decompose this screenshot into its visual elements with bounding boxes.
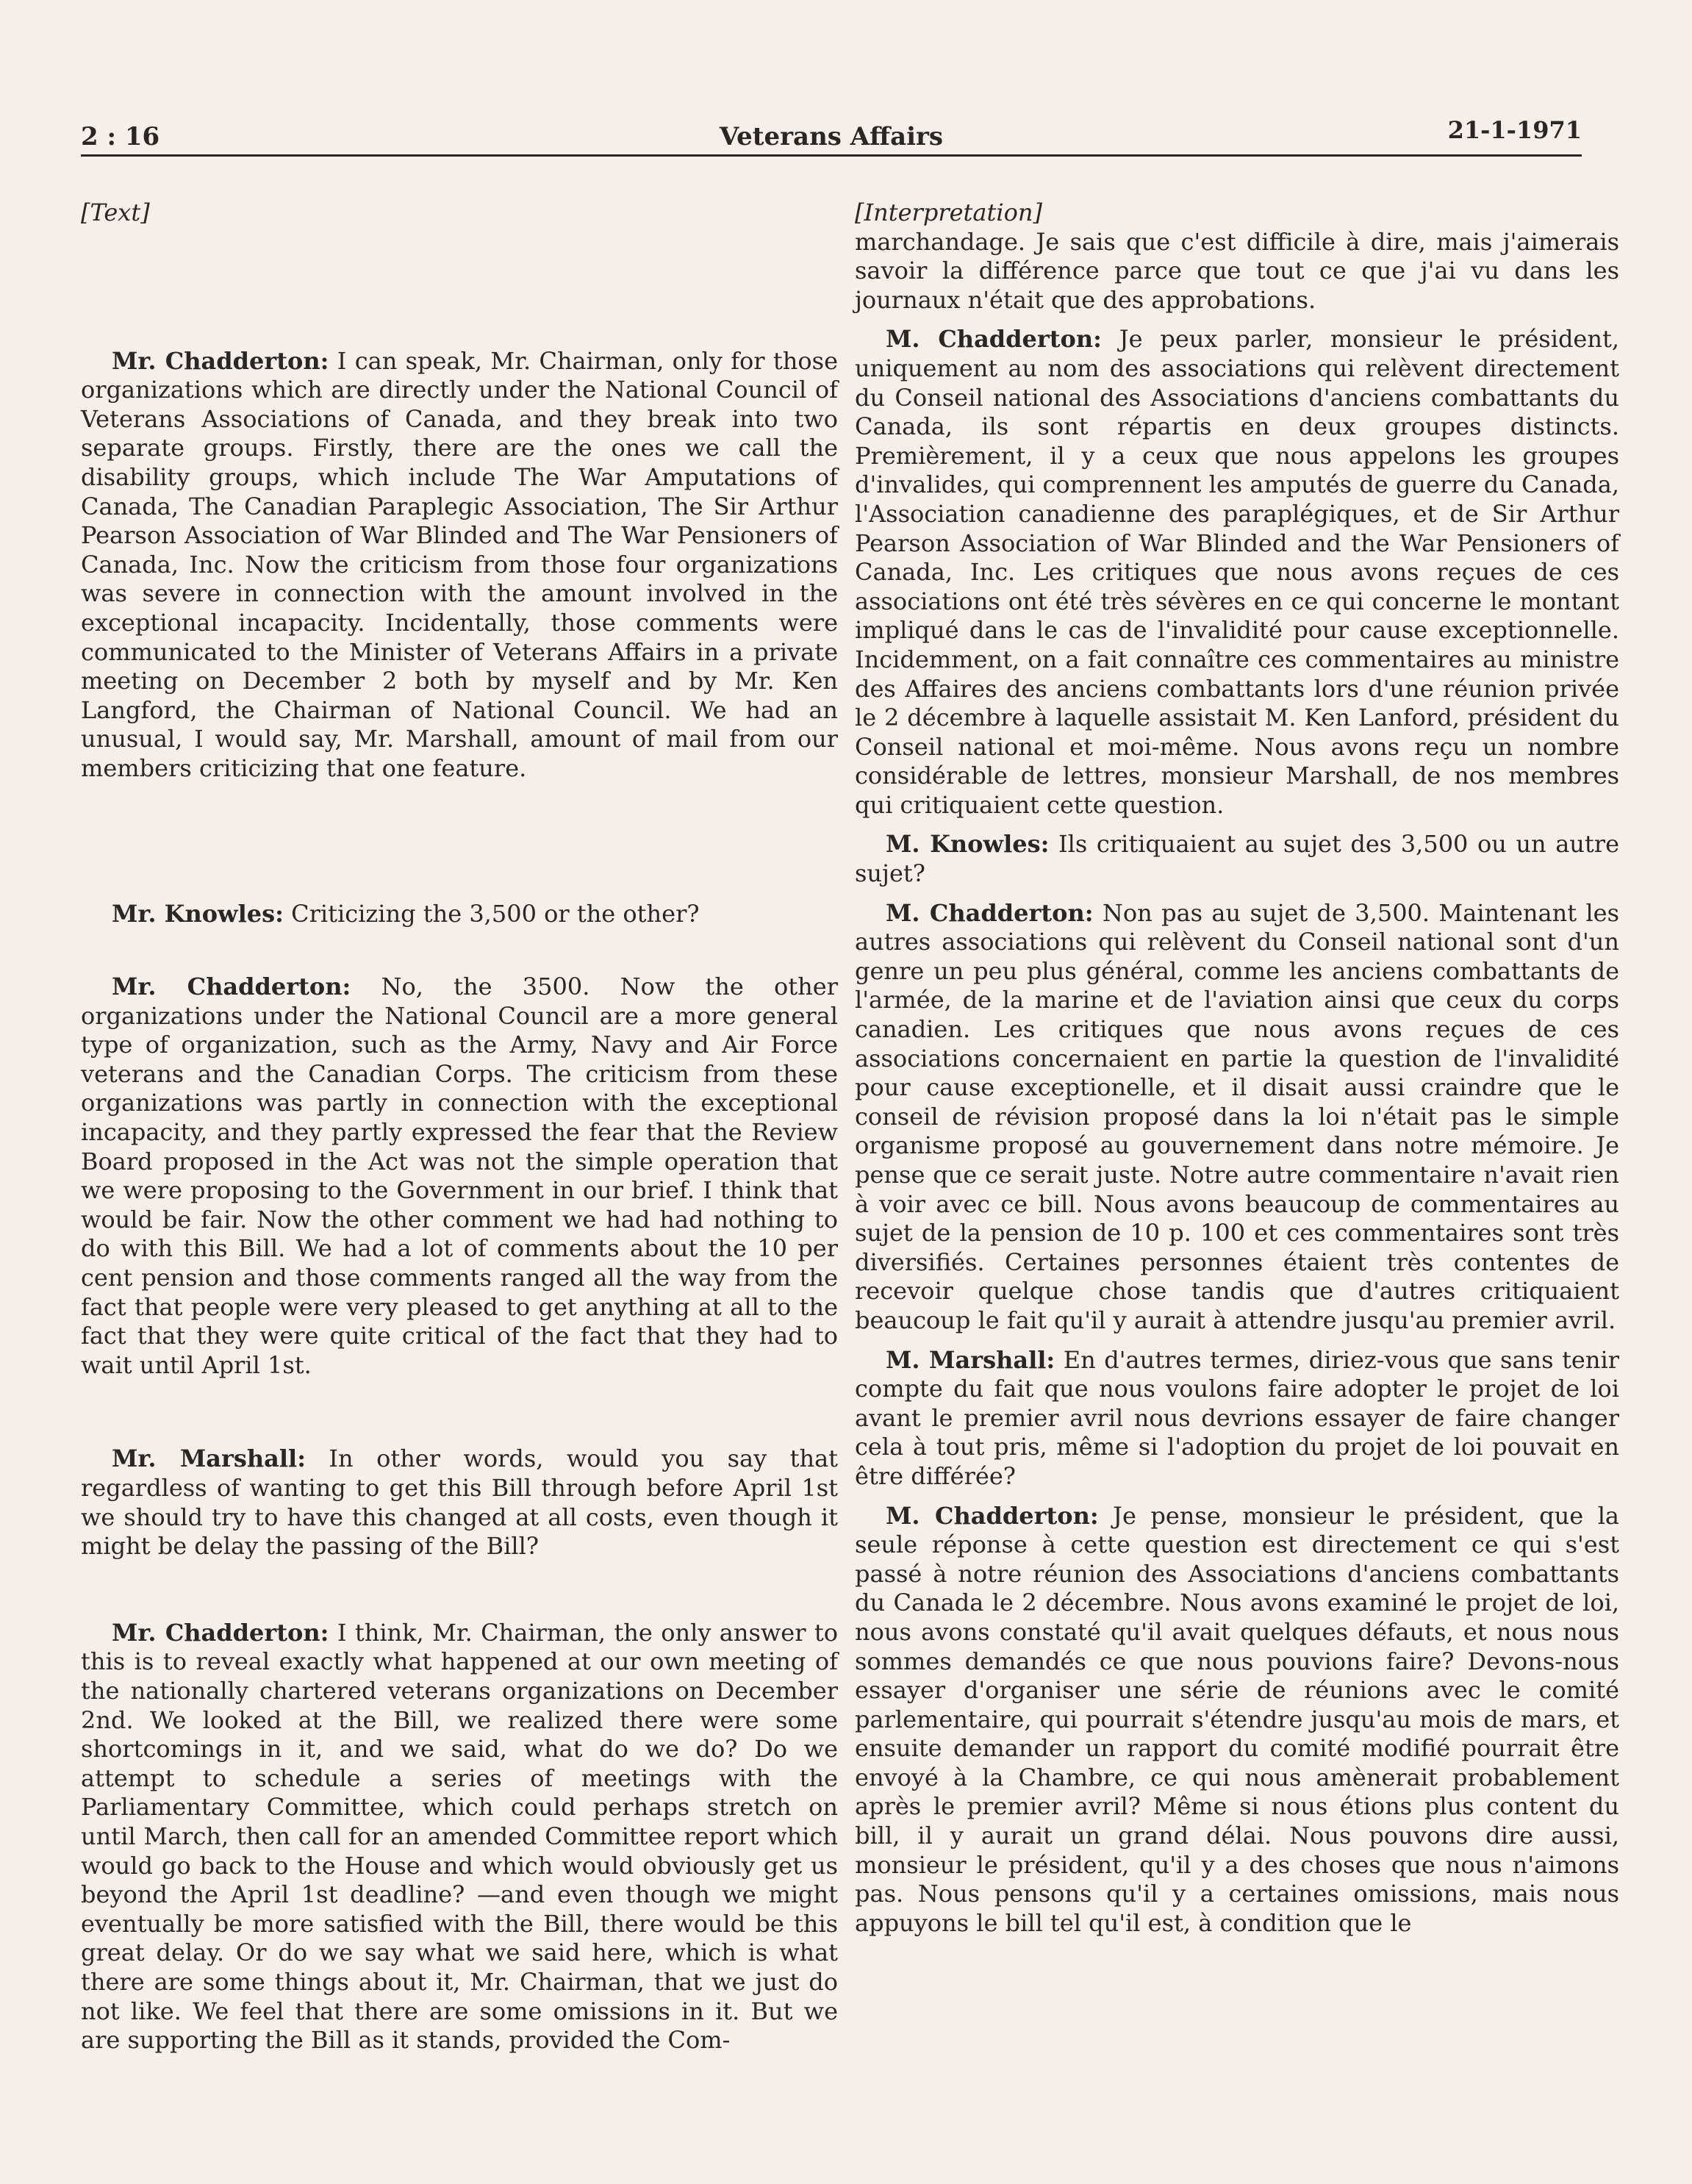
speaker-name: M. Marshall: xyxy=(886,1345,1055,1374)
paragraph-knowles-1-fr xyxy=(855,830,1619,888)
page-number: 2 : 16 xyxy=(81,122,160,151)
speech-text: Je peux parler, monsieur le président, uniquement au nom des associations qui relèvent directement du Conseil national des Associations d'anciens combattants du Canada, ils sont répartis en deux groupes distincts. Premièrement, il y a ceux que nous appelons les groupes d'invalides, qui comprennent les amputés de guerre du Canada, l'Association canadienne des paraplégiques, et de Sir Arthur Pearson Association of War Blinded and the War Pensioners of Canada, Inc. Les critiques que nous avons reçues de ces associations ont été très sévères en ce qui concerne le montant impliqué dans le cas de l'invalidité pour cause exceptionnelle. Incidemment, on a fait connaître ces commentaires au ministre des Affaires des anciens combattants lors d'une réunion privée le 2 décembre à laquelle assistait M. Ken Lanford, président du Conseil national et moi-même. Nous avons reçu un nombre considérable de lettres, monsieur Marshall, de nos membres qui critiquaient cette question. xyxy=(855,325,1620,819)
speaker-name: Mr. Marshall: xyxy=(112,1444,307,1473)
paragraph-knowles-1 xyxy=(81,900,838,929)
speech-text: In other words, would you say that regardless of wanting to get this Bill through before April 1st we should try to have this changed at all costs, even though it might be delay the passing of the Bill? xyxy=(81,1444,839,1561)
speaker-name: M. Knowles: xyxy=(886,830,1050,859)
speech-text: I think, Mr. Chairman, the only answer to this is to reveal exactly what happened at our own meeting of the nationally chartered veterans organizations on December 2nd. We looked at the Bill, we realized there were some shortcomings in it, and we said, what do we do? Do we attempt to schedule a series of meetings with the Parliamentary Committee, which could perhaps stretch on until March, then call for an amended Committee report which would go back to the House and which would obviously get us beyond the April 1st deadline? —and even though we might eventually be more satisfied with the Bill, there would be this great delay. Or do we say what we said here, which is what there are some things about it, Mr. Chairman, that we just do not like. We feel that there are some omissions in it. But we are supporting the Bill as it stands, provided the Com- xyxy=(81,1618,839,2055)
english-column xyxy=(81,198,838,2055)
speaker-name: M. Chadderton: xyxy=(886,325,1102,354)
paragraph-chadderton-3-fr xyxy=(855,1502,1619,1938)
paragraph-chadderton-3 xyxy=(81,1619,838,2055)
french-column xyxy=(855,198,1619,1938)
paragraph-chadderton-1 xyxy=(81,347,838,784)
speaker-name: Mr. Chadderton: xyxy=(112,346,329,375)
speech-text: No, the 3500. Now the other organizations under the National Council are a more general type of organization, such as the Army, Navy and Air Force veterans and the Canadian Corps. The criticism from these organizations was partly in connection with the exceptional incapacity, and they partly expressed the fear that the Review Board proposed in the Act was not the simple operation that we were proposing to the Government in our brief. I think that would be fair. Now the other comment we had had nothing to do with this Bill. We had a lot of comments about the 10 per cent pension and those comments ranged all the way from the fact that people were very pleased to get anything at all to the fact that they were quite critical of the fact that they had to wait until April 1st. xyxy=(81,973,838,1379)
page-header xyxy=(81,110,1582,157)
speaker-name: Mr. Knowles: xyxy=(112,899,284,928)
speaker-name: Mr. Chadderton: xyxy=(112,1618,329,1647)
running-title: Veterans Affairs xyxy=(719,122,944,151)
speech-text: Non pas au sujet de 3,500. Maintenant les autres associations qui relèvent du Conseil national sont d'un genre un peu plus général, comme les anciens combattants de l'armée, de la marine et de l'aviation ainsi que ceux du corps canadien. Les critiques que nous avons reçues de ces associations concernaient en partie la question de l'invalidité pour cause exceptionelle, et il disait aussi craindre que le conseil de révision proposé dans la loi n'était pas le simple organisme proposé au gouvernement dans notre mémoire. Je pense que ce serait juste. Notre autre commentaire n'avait rien à voir avec ce bill. Nous avons beaucoup de commentaires au sujet de la pension de 10 p. 100 et ces commentaires sont très diversifiés. Certaines personnes étaient très contentes de recevoir quelque chose tandis que d'autres critiquaient beaucoup le fait qu'il y aurait à attendre jusqu'au premier avril. xyxy=(855,898,1619,1334)
paragraph-marshall-1 xyxy=(81,1444,838,1561)
paragraph-marshall-1-fr xyxy=(855,1346,1619,1492)
section-label-interpretation: [Interpretation] xyxy=(855,198,1042,226)
paragraph-continuation: marchandage. Je sais que c'est difficile à dire, mais j'aimerais savoir la différence parce que tout ce que j'ai vu dans les journaux n'était que des approbations. xyxy=(855,227,1619,314)
speech-text: Criticizing the 3,500 or the other? xyxy=(283,899,700,928)
speech-text: En d'autres termes, diriez-vous que sans tenir compte du fait que nous voulons faire adopter le projet de loi avant le premier avril nous devrions essayer de faire changer cela à tout pris, même si l'adoption du projet de loi pouvait en être différée? xyxy=(855,1345,1620,1490)
speech-text: Ils critiquaient au sujet des 3,500 ou un autre sujet? xyxy=(855,830,1620,888)
speaker-name: M. Chadderton: xyxy=(886,898,1094,927)
paragraph-chadderton-1-fr xyxy=(855,325,1619,820)
speaker-name: M. Chadderton: xyxy=(886,1501,1099,1530)
speech-text: I can speak, Mr. Chairman, only for those organizations which are directly under the National Council of Veterans Associations of Canada, and they break into two separate groups. Firstly, there are the ones we call the disability groups, which include The War Amputations of Canada, The Canadian Paraplegic Association, The Sir Arthur Pearson Association of War Blinded and The War Pensioners of Canada, Inc. Now the criticism from those four organizations was severe in connection with the amount involved in the exceptional incapacity. Incidentally, those comments were communicated to the Minister of Veterans Affairs in a private meeting on December 2 both by myself and by Mr. Ken Langford, the Chairman of National Council. We had an unusual, I would say, Mr. Marshall, amount of mail from our members criticizing that one feature. xyxy=(81,346,839,782)
section-label-text: [Text] xyxy=(81,198,150,226)
page-date: 21-1-1971 xyxy=(1447,116,1582,144)
paragraph-chadderton-2-fr xyxy=(855,899,1619,1336)
speaker-name: Mr. Chadderton: xyxy=(112,973,351,1001)
paragraph-chadderton-2 xyxy=(81,973,838,1380)
speech-text: Je pense, monsieur le président, que la seule réponse à cette question est directement ce qui s'est passé à notre réunion des Associations d'anciens combattants du Canada le 2 décembre. Nous avons examiné le projet de loi, nous avons constaté qu'il avait quelques défauts, et nous nous sommes demandés ce que nous pouvions faire? Devons-nous essayer d'organiser une série de réunions avec le comité parlementaire, qui pourrait s'étendre jusqu'au mois de mars, et ensuite demander un rapport du comité modifié pourrait être envoyé à la Chambre, ce qui nous amènerait probablement après le premier avril? Même si nous étions plus content du bill, il y aurait un grand délai. Nous pouvons dire aussi, monsieur le président, qu'il y a des choses que nous n'aimons pas. Nous pensons qu'il y a certaines omissions, mais nous appuyons le bill tel qu'il est, à condition que le xyxy=(855,1501,1620,1937)
